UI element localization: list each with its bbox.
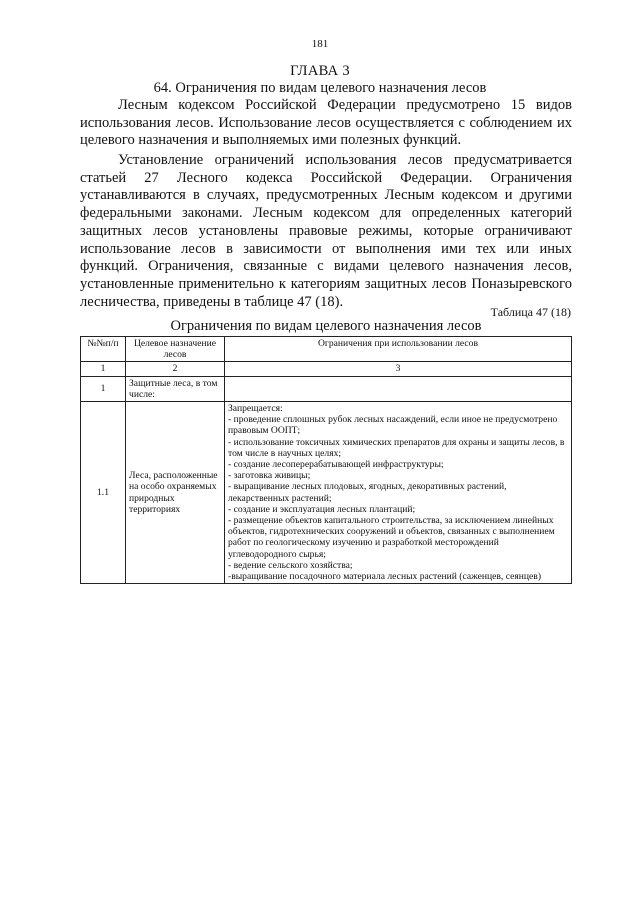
table-row xyxy=(81,376,572,401)
paragraph-1-container xyxy=(80,97,572,150)
page-number: 181 xyxy=(311,38,329,50)
list-item: - заготовка живицы; xyxy=(228,470,311,482)
section-title: 64. Ограничения по видам целевого назначения лесов xyxy=(153,80,487,96)
header-purpose: Целевое назначение лесов xyxy=(126,337,225,362)
paragraph-1: Лесным кодексом Российской Федерации предусмотрено 15 видов использования лесов. Использование лесов осуществляется с соблюдением их целевого назначения и выполняемых ими полезных функций. xyxy=(80,97,572,149)
list-item: - использование токсичных химических препаратов для охраны и защиты лесов, в том числе в научных целях; xyxy=(228,436,565,459)
row-number: 1.1 xyxy=(81,402,126,584)
row-restrictions xyxy=(225,402,572,584)
restrictions-heading: Запрещается: xyxy=(228,403,283,415)
table-label: Таблица 47 (18) xyxy=(490,305,571,319)
row-purpose: Леса, расположенные на особо охраняемых природных территориях xyxy=(126,402,225,584)
column-number-1: 1 xyxy=(81,362,126,376)
list-item: - выращивание лесных плодовых, ягодных, декоративных растений, лекарственных растений; xyxy=(228,481,507,504)
restrictions-list xyxy=(228,414,568,582)
restrictions-table xyxy=(80,336,572,584)
table-title: Ограничения по видам целевого назначения лесов xyxy=(170,318,482,334)
row-purpose: Защитные леса, в том числе: xyxy=(126,376,225,401)
row-number: 1 xyxy=(81,376,126,401)
table-row xyxy=(81,402,572,584)
list-item: - ведение сельского хозяйства; xyxy=(228,559,353,571)
header-number: №№п/п xyxy=(81,337,126,362)
row-restrictions xyxy=(225,376,572,401)
table-header-row xyxy=(81,337,572,362)
list-item: -выращивание посадочного материала лесных растений (саженцев, сеянцев) xyxy=(228,571,542,583)
list-item: - проведение сплошных рубок лесных насаждений, если иное не предусмотрено правовым ООПТ; xyxy=(228,414,558,437)
chapter-heading: ГЛАВА 3 xyxy=(290,63,350,79)
column-number-3: 3 xyxy=(225,362,572,376)
column-number-2: 2 xyxy=(126,362,225,376)
list-item: - размещение объектов капитального строительства, за исключением линейных объектов, гидротехнических сооружений и объектов, связанных с выполнением работ по геологическому изучению и разработкой месторождений углеводородного сырья; xyxy=(228,515,555,560)
column-number-row xyxy=(81,362,572,376)
paragraph-2: Установление ограничений использования лесов предусматривается статьей 27 Лесного кодекса Российской Федерации. Ограничения устанавливаются в случаях, предусмотренных Лесным кодексом и другими федеральными законами. Лесным кодексом для определенных категорий защитных лесов установлены правовые режимы, которые ограничивают использование лесов в зависимости от выполнения ими тех или иных функций. Ограничения, связанные с видами целевого назначения лесов, установленные применительно к категориям защитных лесов Поназыревского лесничества, приведены в таблице 47 (18). xyxy=(80,152,572,310)
list-item: - создание лесоперерабатывающей инфраструктуры; xyxy=(228,459,444,471)
paragraph-2-container xyxy=(80,152,572,311)
header-restrictions: Ограничения при использовании лесов xyxy=(225,337,572,362)
list-item: - создание и эксплуатация лесных плантаций; xyxy=(228,503,416,515)
